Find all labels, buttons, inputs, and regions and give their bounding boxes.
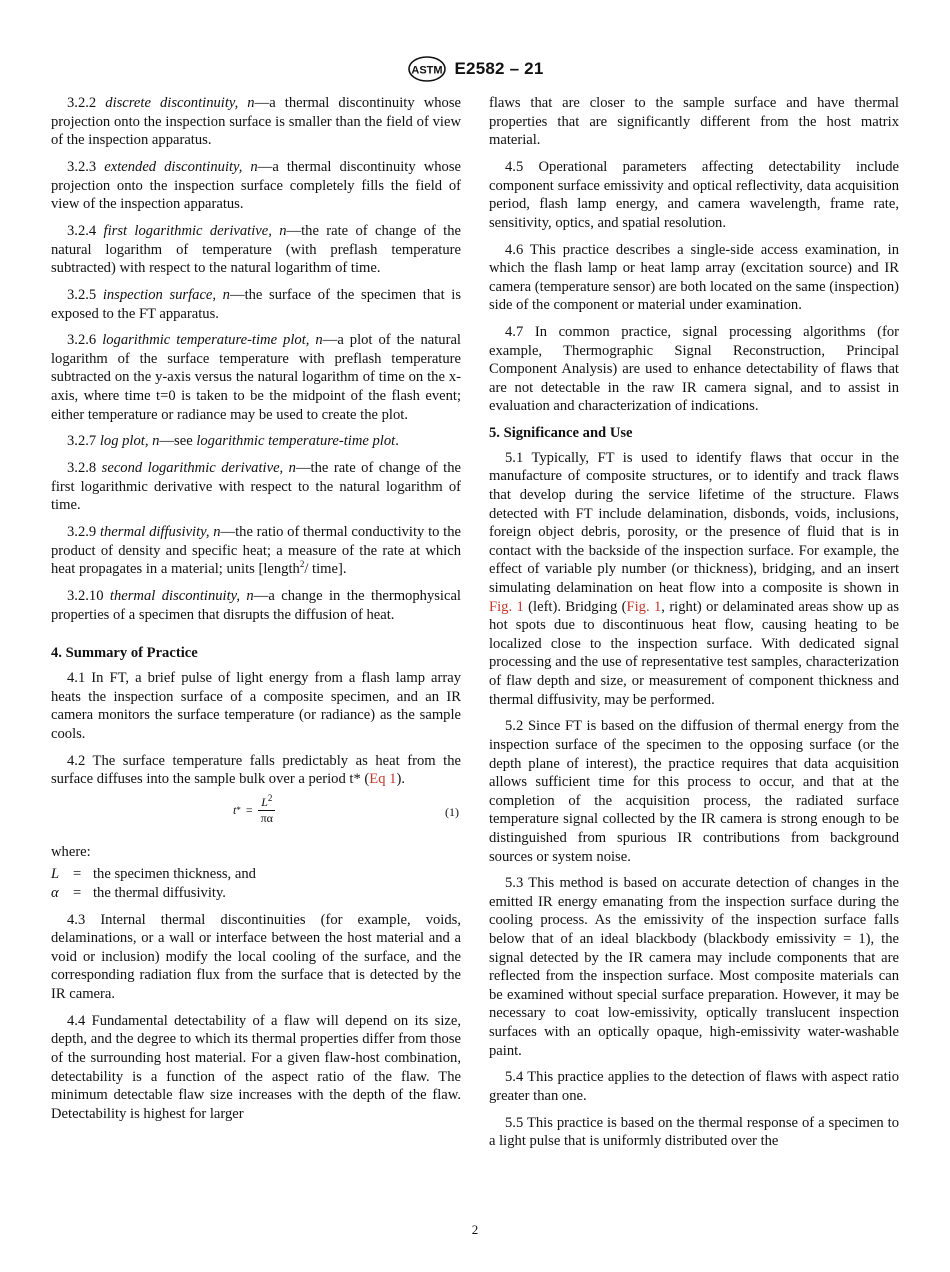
- figure-1-link[interactable]: Fig. 1: [489, 598, 524, 615]
- paragraph-5-3: 5.3 This method is based on accurate detection of changes in the emitted IR energy emanating from the inspection surface during the cooling process. As the emissivity of the inspection surface falls below that of an ideal blackbody (blackbody emissivity = 1), the signal detected by the IR camera may include components that are reflected from the inspection surface. Most composite materials can be examined without special surface preparation. However, it may be necessary to coat low-emissivity, optically translucent inspection surfaces with an optically opaque, high-emissivity water-washable paint.: [489, 875, 899, 1059]
- standard-designation: E2582 – 21: [454, 59, 544, 78]
- paragraph-5-2: 5.2 Since FT is based on the diffusion of thermal energy from the inspection surface of the specimen to the opposing surface (or the depth plane of interest), the practice requires that data acquisition allows sufficient time for this process to occur, and that at the completion of the acquisition process, the radiated surface temperature signal collected by the IR camera is strong enough to be distinguished from spurious IR contributions from background sources or system noise.: [489, 718, 899, 865]
- paragraph-4-3: 4.3 Internal thermal discontinuities (for example, voids, delaminations, or a wall or interface between the host material and a void or inclusion) modify the local cooling of the surface, and the corresponding radiation flux from the surface that is detected by the IR camera.: [51, 911, 461, 1003]
- paragraph-4-2: 4.2 The surface temperature falls predictably as heat from the surface diffuses into the sample bulk over a period t* (Eq 1).: [51, 752, 461, 788]
- paragraph-4-4: 4.4 Fundamental detectability of a flaw will depend on its size, depth, and the degree to which its thermal properties differ from those of the surrounding host material. For a given flaw-host combination, detectability is a function of the aspect ratio of the flaw. The minimum detectable flaw size increases with the depth of the flaw. Detectability is highest for larger: [51, 1012, 461, 1122]
- paragraph-4-7: 4.7 In common practice, signal processing algorithms (for example, Thermographic Signal Reconstruction, Principal Component Analysis) are used to enhance detectability of flaws that are not detectable in the raw IR camera signal, and to assist in evaluation and characterization of indications.: [489, 324, 899, 415]
- definition-row: α = the thermal diffusivity.: [51, 884, 226, 901]
- where-label: where:: [51, 843, 91, 860]
- paragraph-4-1: 4.1 In FT, a brief pulse of light energy from a flash lamp array heats the inspection surface of a composite specimen, and an IR camera monitors the surface temperature (or radiance) as the sample cools.: [51, 669, 461, 742]
- section-4-heading: 4. Summary of Practice: [51, 645, 198, 662]
- paragraph-3-2-7: 3.2.7 log plot, n—see logarithmic temperature-time plot.: [67, 433, 399, 450]
- paragraph-3-2-2: 3.2.2 discrete discontinuity, n—a thermal discontinuity whose projection onto the inspection surface is smaller than the field of view of the inspection apparatus.: [51, 95, 461, 149]
- figure-1-link[interactable]: Fig. 1: [626, 598, 662, 615]
- paragraph-3-2-10: 3.2.10 thermal discontinuity, n—a change in the thermophysical properties of a specimen that disrupts the diffusion of heat.: [51, 588, 461, 623]
- paragraph-3-2-4: 3.2.4 first logarithmic derivative, n—the rate of change of the natural logarithm of temperature (with preflash temperature subtracted) with respect to the natural logarithm of time.: [51, 222, 462, 277]
- paragraph-3-2-5: 3.2.5 inspection surface, n—the surface of the specimen that is exposed to the FT apparatus.: [51, 286, 462, 322]
- paragraph-3-2-9: 3.2.9 thermal diffusivity, n—the ratio of thermal conductivity to the product of density and specific heat; a measure of the rate at which heat propagates in a material; units [length$^2$/ time].: [51, 524, 461, 578]
- paragraph-4-6: 4.6 This practice describes a single-side access examination, in which the flash lamp or heat lamp array (excitation source) and IR camera (temperature sensor) are both located on the same (inspection) side of the component or material under examination.: [489, 241, 899, 314]
- left-column: [51, 94, 461, 1132]
- svg-text:ASTM: ASTM: [410, 64, 443, 77]
- paragraph-3-2-3: 3.2.3 extended discontinuity, n—a thermal discontinuity whose projection onto the inspection surface completely fills the field of view of the inspection apparatus.: [51, 158, 461, 213]
- page-header: [0, 56, 950, 82]
- paragraph-3-2-6: 3.2.6 logarithmic temperature-time plot, n—a plot of the natural logarithm of the surface temperature with preflash temperature subtracted on the y-axis versus the natural logarithm of time on the x-axis, where time t=0 is taken to be the midpoint of the flash event; either temperature or radiance may be used to create the plot.: [51, 332, 461, 423]
- page-number: 2: [471, 1222, 479, 1237]
- section-5-heading: 5. Significance and Use: [489, 425, 633, 442]
- equation-number: (1): [445, 804, 459, 819]
- definition-row: L = the specimen thickness, and: [51, 866, 256, 883]
- paragraph-5-4: 5.4 This practice applies to the detection of flaws with aspect ratio greater than one.: [489, 1069, 899, 1104]
- equation-1-link[interactable]: Eq 1: [369, 771, 397, 788]
- astm-logo-icon: [407, 56, 447, 82]
- paragraph-5-1: 5.1 Typically, FT is used to identify flaws that occur in the manufacture of composite structures, or to identify and track flaws that develop during the service lifetime of the structure. Flaws detected with FT include delamination, disbonds, voids, inclusions, foreign object debris, porosity, or the presence of fluid that is in contact with the backside of the inspection surface. For example, the effect of variable ply number (or thickness), bridging, and an insert simulating delamination on heat flow into a composite is shown in Fig. 1 (left). Bridging (Fig. 1, right) or delaminated areas show up as hot spots due to discontinuous heat flow, causing heating to be localized close to the inspection surface. With dedicated signal processing and the use of representative test samples, characterization of flaw depth and size, or measurement of component thickness and thermal diffusivity, may be performed.: [489, 449, 900, 708]
- paragraph-3-2-8: 3.2.8 second logarithmic derivative, n—the rate of change of the first logarithmic derivative with respect to the natural logarithm of time.: [51, 460, 461, 514]
- variable-definitions: [51, 865, 461, 902]
- paragraph-5-5: 5.5 This practice is based on the thermal response of a specimen to a light pulse that is uniformly distributed over the: [489, 1114, 899, 1150]
- paragraph-4-5: 4.5 Operational parameters affecting detectability include component surface emissivity and optical reflectivity, data acquisition period, flash lamp energy, and camera wavelength, frame rate, sensitivity, optics, and spatial resolution.: [489, 158, 899, 231]
- equation-1: t * = $\frac{L^2}{\pi\alpha}$ (1): [233, 792, 459, 825]
- paragraph-4-4-continued: flaws that are closer to the sample surface and have thermal properties that are significantly different from the host matrix material.: [489, 95, 899, 149]
- right-column: [489, 94, 899, 1159]
